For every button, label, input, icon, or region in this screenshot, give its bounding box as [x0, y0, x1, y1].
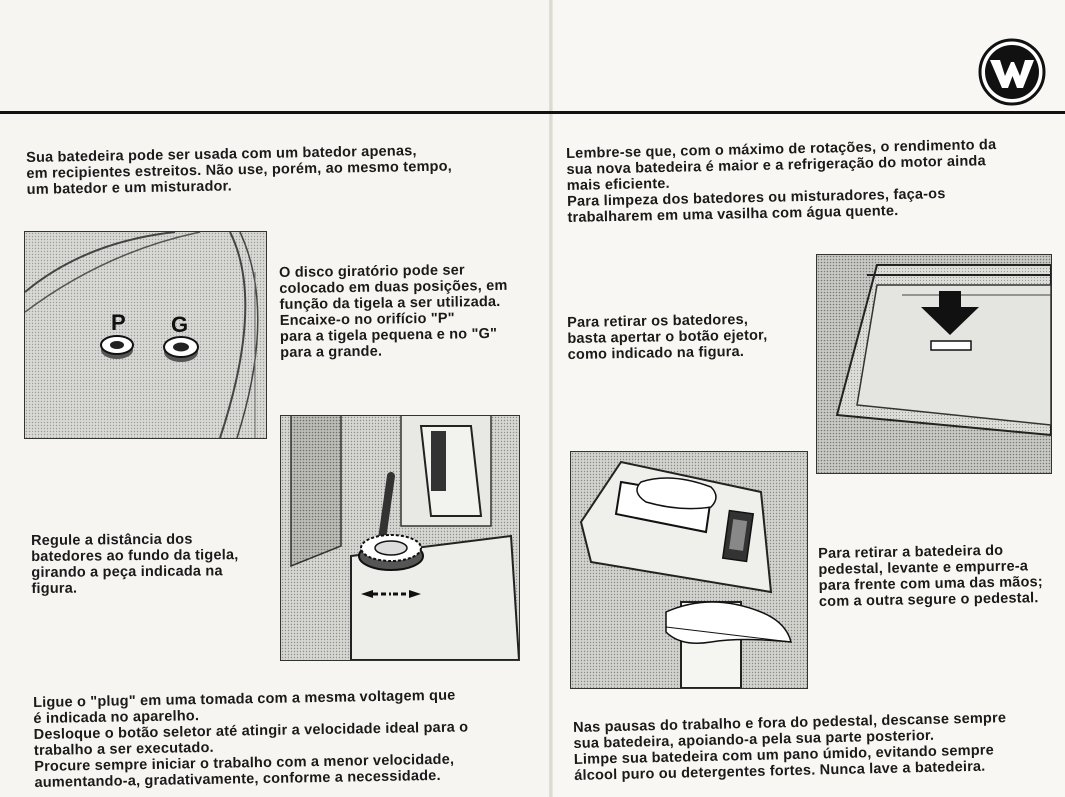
disk-paragraph: O disco giratório pode ser colocado em duas posições, em função da tigela a ser utilizada. Encaixe-o no orifício "P" para a tigela pequena e no "G" para a grande.	[279, 262, 508, 361]
hole-g-icon	[164, 337, 198, 362]
figure-disk-positions	[24, 231, 267, 439]
eject-button-graphic	[931, 341, 971, 350]
rotation-paragraph: Lembre-se que, com o máximo de rotações, o rendimento da sua nova batedeira é maior e a refrigeração do motor ainda mais eficiente. Para limpeza dos batedores ou misturadores, faça-os trabalharem em uma vasilha com água quente.	[566, 136, 997, 226]
label-p: P	[111, 310, 126, 335]
hole-p-icon	[101, 336, 133, 359]
figure-remove-mixer	[570, 451, 808, 689]
page-fold	[549, 0, 553, 797]
intro-paragraph: Sua batedeira pode ser usada com um batedor apenas, em recipientes estreitos. Não use, porém, ao mesmo tempo, um batedor e um misturador.	[26, 143, 453, 198]
adjust-paragraph: Regule a distância dos batedores ao fundo da tigela, girando a peça indicada na figura.	[31, 531, 239, 597]
figure-eject-button	[816, 254, 1052, 474]
header-rule	[0, 111, 1065, 114]
rest-paragraph: Nas pausas do trabalho e fora do pedestal, descanse sempre sua batedeira, apoiando-a pela sua parte posterior. Limpe sua batedeira com um pano úmido, evitando sempre álcool puro ou detergentes fortes. Nunca lave a batedeira.	[573, 710, 1007, 784]
eject-paragraph: Para retirar os batedores, basta apertar o botão ejetor, como indicado na figura.	[567, 311, 768, 363]
figure-height-adjust	[280, 415, 520, 661]
label-g: G	[171, 312, 189, 337]
plug-paragraph: Ligue o "plug" em uma tomada com a mesma voltagem que é indicada no aparelho. Desloque o botão seletor até atingir a velocidade ideal para o trabalho a ser executado. Procure sempre iniciar o trabalho com a menor velocidade, aumentando-a, gradativamente, conforme a necessidade.	[33, 687, 469, 791]
remove-paragraph: Para retirar a batedeira do pedestal, levante e empurre-a para frente com uma das mãos; com a outra segure o pedestal.	[818, 542, 1043, 610]
walita-w-logo-icon	[978, 38, 1046, 106]
